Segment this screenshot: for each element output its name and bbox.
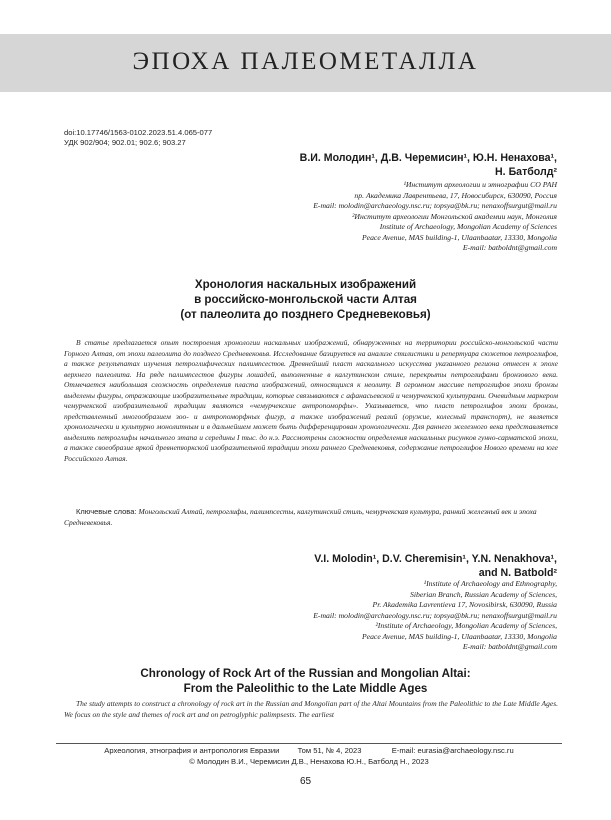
affiliation-line: ²Institute of Archaeology, Mongolian Academy of Sciences, bbox=[375, 621, 557, 630]
abstract-ru: В статье предлагается опыт построения хронологии наскальных изображений, обнаруженных на территории российско-монгольской части Горного Алтая, от эпохи палеолита до позднего Средневековья. Исследование базируется на анализе стилистики и репертуара сюжетов петроглифов, а также результатах изучения петроглифических палимпсестов. Древнейший пласт наскального искусства указанного региона отнесен к эпохе верхнего палеолита. На ряде палимпсестов фигуры лошадей, выполненные в калгутинском стиле, перекрыты петроглифами бронзового века. Отмечается наибольшая сложность определения пласта изображений, относящихся к неолиту. В огромном массиве петроглифов эпохи бронзы выделены фигуры, отражающие изобразительные традиции, которые связываются с афанасьевской и чемурчекской культурами. Очевидным маркером чемурчекской изобразительной традиции являются «чемурчекские антропоморфы». Указывается, что пласт петроглифов эпохи бронзы, представленный многообразием зоо- и антропоморфных фигур, а также изображений реалий (оружие, колесный транспорт), не является хронологически и культурно монолитным и в дальнейшем может быть дифференцирован хронологически. Для раннего железного века представляется выделить петроглифы начального этапа и середины I тыс. до н.э. Рассмотрены сложности определения наскальных рисунков гунно-сарматской эпохи, а также своеобразие яркой древнетюркской изобразительной традиции эпохи раннего Средневековья, содержание петроглифов Нового времени на юге Российского Алтая. bbox=[64, 338, 558, 464]
footer-copyright: © Молодин В.И., Черемисин Д.В., Ненахова Ю.Н., Батболд Н., 2023 bbox=[189, 757, 429, 766]
doi: doi:10.17746/1563-0102.2023.51.4.065-077 bbox=[64, 128, 213, 137]
authors-ru-line1: В.И. Молодин¹, Д.В. Черемисин¹, Ю.Н. Ненахова¹, bbox=[299, 152, 557, 164]
authors-ru bbox=[300, 151, 557, 179]
page-number: 65 bbox=[299, 776, 312, 787]
authors-en bbox=[314, 552, 557, 580]
authors-ru-line2: Н. Батболд² bbox=[495, 166, 557, 178]
keywords-ru bbox=[64, 507, 558, 528]
authors-en-line1: V.I. Molodin¹, D.V. Cheremisin¹, Y.N. Nenakhova¹, bbox=[314, 553, 557, 565]
affiliations-en bbox=[313, 579, 557, 653]
article-title-ru bbox=[0, 277, 611, 322]
footer-journal-line bbox=[56, 746, 562, 755]
affiliation-line: E-mail: batboldnt@gmail.com bbox=[462, 243, 557, 252]
authors-en-line2: and N. Batbold² bbox=[478, 567, 557, 579]
affiliation-line: ¹Institute of Archaeology and Ethnography, bbox=[423, 579, 557, 588]
affiliation-line: E-mail: molodin@archaeology.nsc.ru; topsya@bk.ru; nenaxoffsurgut@mail.ru bbox=[313, 201, 557, 210]
affiliation-line: Peace Avenue, MAS building-1, Ulaanbaatar, 13330, Mongolia bbox=[361, 631, 557, 641]
affiliation-line: Siberian Branch, Russian Academy of Sciences, bbox=[410, 589, 557, 599]
footer-divider bbox=[56, 743, 562, 744]
udk: УДК 902/904; 902.01; 902.6; 903.27 bbox=[64, 138, 186, 147]
title-en-line: Chronology of Rock Art of the Russian and Mongolian Altai: bbox=[140, 667, 471, 680]
abstract-en: The study attempts to construct a chronology of rock art in the Russian and Mongolian part of the Altai Mountains from the Paleolithic to the Late Middle Ages. We focus on the style and themes of rock art and on petroglyphic palimpsests. The earliest bbox=[64, 699, 558, 719]
article-title-en bbox=[0, 666, 611, 696]
affiliations-ru bbox=[313, 180, 557, 254]
footer-email: E-mail: eurasia@archaeology.nsc.ru bbox=[391, 746, 514, 755]
footer-journal: Археология, этнография и антропология Евразии bbox=[104, 746, 280, 755]
affiliation-line: Pr. Akademika Lavrentieva 17, Novosibirsk, 630090, Russia bbox=[372, 600, 557, 609]
affiliation-line: E-mail: molodin@archaeology.nsc.ru; topsya@bk.ru; nenaxoffsurgut@mail.ru bbox=[313, 610, 557, 620]
keywords-label: Ключевые слова: bbox=[76, 507, 137, 516]
title-ru-line: Хронология наскальных изображений bbox=[194, 278, 417, 291]
title-ru-line: в российско-монгольской части Алтая bbox=[194, 293, 417, 306]
affiliation-line: пр. Академика Лаврентьева, 17, Новосибирск, 630090, Россия bbox=[354, 190, 557, 200]
footer-volume: Том 51, № 4, 2023 bbox=[297, 746, 362, 755]
keywords-text: Монгольский Алтай, петроглифы, палимпсесты, калгутинский стиль, чемурчекская культура, ранний железный век и эпоха Средневековья. bbox=[64, 507, 537, 527]
affiliation-line: Peace Avenue, MAS building-1, Ulaanbaatar, 13330, Mongolia bbox=[361, 232, 557, 242]
section-banner bbox=[0, 34, 611, 92]
section-title: ЭПОХА ПАЛЕОМЕТАЛЛА bbox=[132, 48, 479, 75]
title-ru-line: (от палеолита до позднего Средневековья) bbox=[180, 308, 431, 321]
title-en-line: From the Paleolithic to the Late Middle Ages bbox=[183, 682, 428, 695]
affiliation-line: Institute of Archaeology, Mongolian Academy of Sciences bbox=[379, 222, 557, 231]
affiliation-line: ²Институт археологии Монгольской академии наук, Монголия bbox=[352, 211, 557, 221]
affiliation-line: ¹Институт археологии и этнографии СО РАН bbox=[403, 180, 557, 189]
affiliation-line: E-mail: batboldnt@gmail.com bbox=[462, 642, 557, 651]
